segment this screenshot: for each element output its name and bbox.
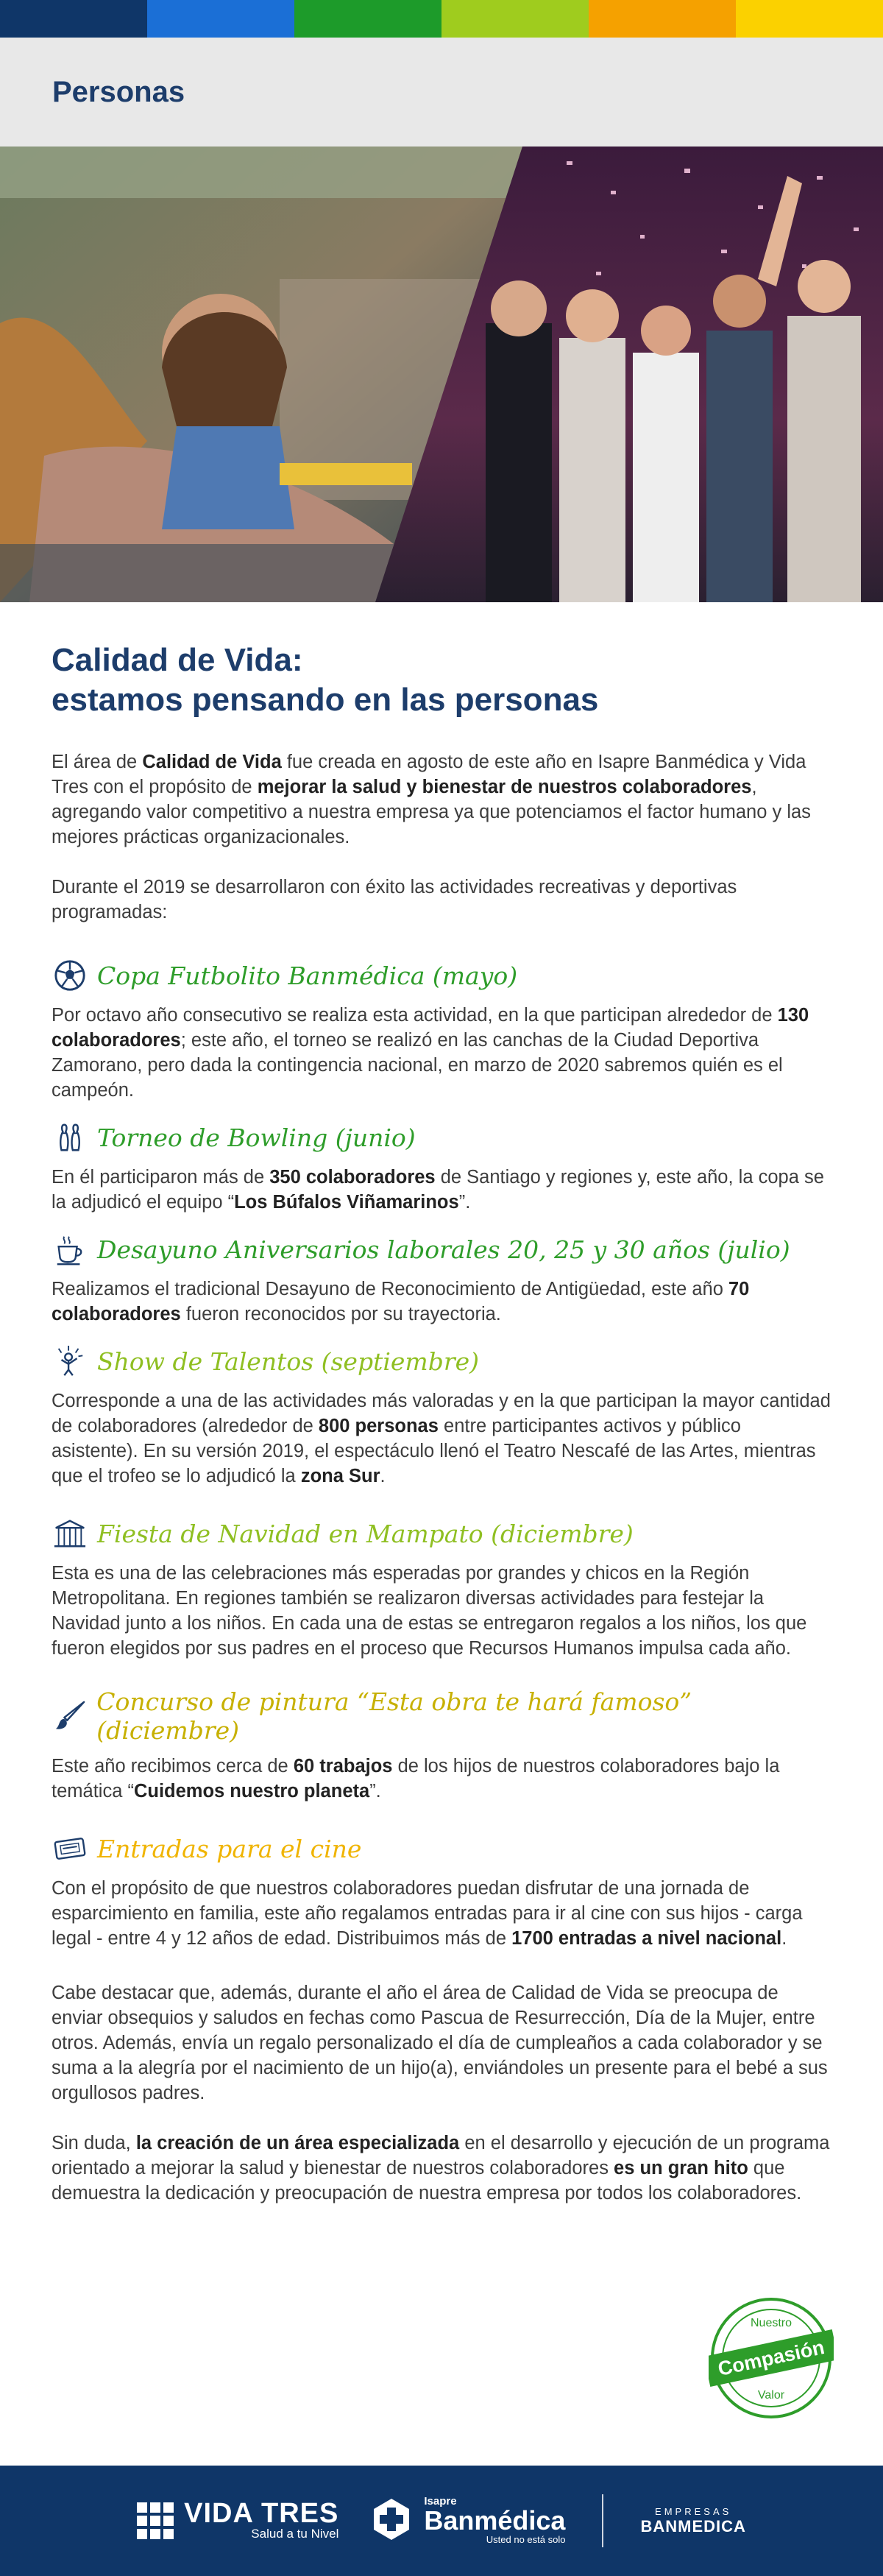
article-content (0, 641, 883, 2206)
section-futbol (52, 957, 831, 994)
badge-bottom-text: Valor (757, 2389, 785, 2402)
section-desayuno-text: Realizamos el tradicional Desayuno de Reconocimiento de Antigüedad, este año 70 colaboradores fueron reconocidos por su trayectoria. (52, 1279, 750, 1324)
section-desayuno (52, 1231, 831, 1268)
section-navidad (52, 1515, 831, 1552)
section-talentos-text: Corresponde a una de las actividades más valoradas y en la que participan la mayor cantidad de colaboradores (alrededor de 800 personas entre participantes activos y público asistente). En su versión 2019, el espectáculo llenó el Teatro Nescafé de las Artes, mientras que el trofeo se lo adjudicó la zona Sur. (52, 1391, 831, 1486)
section-navidad-title: Fiesta de Navidad en Mampato (diciembre) (97, 1519, 634, 1548)
empresas-name: BANMEDICA (640, 2516, 746, 2536)
section-futbol-text: Por octavo año consecutivo se realiza esta actividad, en la que participan alrededor de 130 colaboradores; este año, el torneo se realizó en las canchas de la Ciudad Deportiva Zamorano, pero dada la contingencia nacional, en marzo de 2020 sabremos quién es el campeón. (52, 1005, 809, 1101)
cinema-ticket-icon (52, 1830, 88, 1867)
closing-paragraph-2: Sin duda, la creación de un área especializada en el desarrollo y ejecución de un programa orientado a mejorar la salud y bienestar de nuestros colaboradores es un gran hito que demuestra la dedicación y preocupación de nuestra empresa por todos los colaboradores. (52, 2133, 830, 2203)
article-title-line2: estamos pensando en las personas (52, 682, 599, 718)
badge-top-text: Nuestro (750, 2317, 792, 2329)
closing-paragraph-1: Cabe destacar que, además, durante el año el área de Calidad de Vida se preocupa de enviar obsequios y saludos en fechas como Pascua de Resurrección, Día de la Mujer, entre otros. Además, envía un regalo personalizado el día de cumpleaños a cada colaborador y se suma a la alegría por el nacimiento de un hijo(a), enviándoles un presente para el bebé a sus orgullosos padres. (52, 1983, 828, 2103)
soccer-ball-icon (52, 957, 88, 994)
section-pintura-title: Concurso de pintura “Esta obra te hará famoso” (diciembre) (96, 1687, 692, 1745)
article-title-line1: Calidad de Vida: (52, 642, 303, 678)
banmedica-tagline: Usted no está solo (486, 2534, 566, 2545)
vidatres-logo (137, 2500, 338, 2541)
vidatres-tagline: Salud a tu Nivel (251, 2527, 339, 2541)
banmedica-isapre: Isapre (424, 2495, 457, 2508)
intro-paragraph: El área de Calidad de Vida fue creada en agosto de este año en Isapre Banmédica y Vida Tres con el propósito de mejorar la salud y bienestar de nuestros colaboradores, agregando valor competitivo a nuestra empresa ya que potenciamos el factor humano y las mejores prácticas organizacionales. (52, 752, 811, 847)
section-desayuno-title: Desayuno Aniversarios laborales 20, 25 y 30 años (julio) (97, 1235, 790, 1264)
empresas-label: EMPRESAS (655, 2505, 732, 2517)
color-stripe-lime (442, 0, 589, 38)
section-talentos (52, 1343, 831, 1380)
section-bowling-title: Torneo de Bowling (junio) (97, 1123, 416, 1152)
section-navidad-text: Esta es una de las celebraciones más esperadas por grandes y chicos en la Región Metropolitana. En regiones también se realizaron diversas actividades para festejar la Navidad junto a los niños. En cada una de estas se entregaron regalos a los niños, los que fueron elegidos por sus padres en el proceso que Recursos Humanos impulsa cada año. (52, 1563, 807, 1659)
paintbrush-icon (52, 1698, 88, 1735)
section-futbol-title: Copa Futbolito Banmédica (mayo) (97, 961, 518, 990)
vidatres-name: VIDA TRES (184, 2498, 339, 2529)
color-stripe-navy (0, 0, 147, 38)
banmedica-mark-icon (368, 2496, 415, 2547)
section-bowling (52, 1119, 831, 1156)
section-cine (52, 1830, 831, 1867)
section-title: Personas (52, 75, 185, 108)
color-stripe-orange (589, 0, 736, 38)
photo-banner (0, 147, 883, 602)
empresas-banmedica-logo (640, 2506, 745, 2536)
badge-main-text: Compasión (715, 2336, 827, 2380)
section-pintura (52, 1687, 831, 1745)
article-title (52, 641, 831, 720)
section-header (0, 38, 883, 147)
color-stripe-green (294, 0, 442, 38)
value-badge (709, 2296, 834, 2421)
footer-divider (602, 2494, 603, 2547)
footer-logos (0, 2466, 883, 2576)
vidatres-mark-icon (137, 2502, 174, 2539)
color-stripe-blue (147, 0, 294, 38)
intro-paragraph-2: Durante el 2019 se desarrollaron con éxito las actividades recreativas y deportivas programadas: (52, 877, 737, 922)
section-talentos-title: Show de Talentos (septiembre) (97, 1347, 480, 1376)
color-stripe-yellow (736, 0, 883, 38)
section-pintura-text: Este año recibimos cerca de 60 trabajos de los hijos de nuestros colaboradores bajo la temática “Cuidemos nuestro planeta”. (52, 1756, 780, 1802)
section-cine-title: Entradas para el cine (97, 1834, 362, 1863)
banmedica-logo (368, 2496, 565, 2547)
talent-performer-icon (52, 1343, 88, 1380)
section-bowling-text: En él participaron más de 350 colaboradores de Santiago y regiones y, este año, la copa se la adjudicó el equipo “Los Búfalos Viñamarinos”. (52, 1167, 824, 1213)
top-color-bar (0, 0, 883, 38)
section-cine-text: Con el propósito de que nuestros colaboradores puedan disfrutar de una jornada de esparcimiento en familia, este año regalamos entradas para ir al cine con sus hijos - carga legal - entre 4 y 12 años de edad. Distribuimos más de 1700 entradas a nivel nacional. (52, 1878, 803, 1949)
carousel-icon (52, 1515, 88, 1552)
coffee-cup-icon (52, 1231, 88, 1268)
banmedica-name: Banmédica (424, 2505, 566, 2536)
bowling-pins-icon (52, 1119, 88, 1156)
